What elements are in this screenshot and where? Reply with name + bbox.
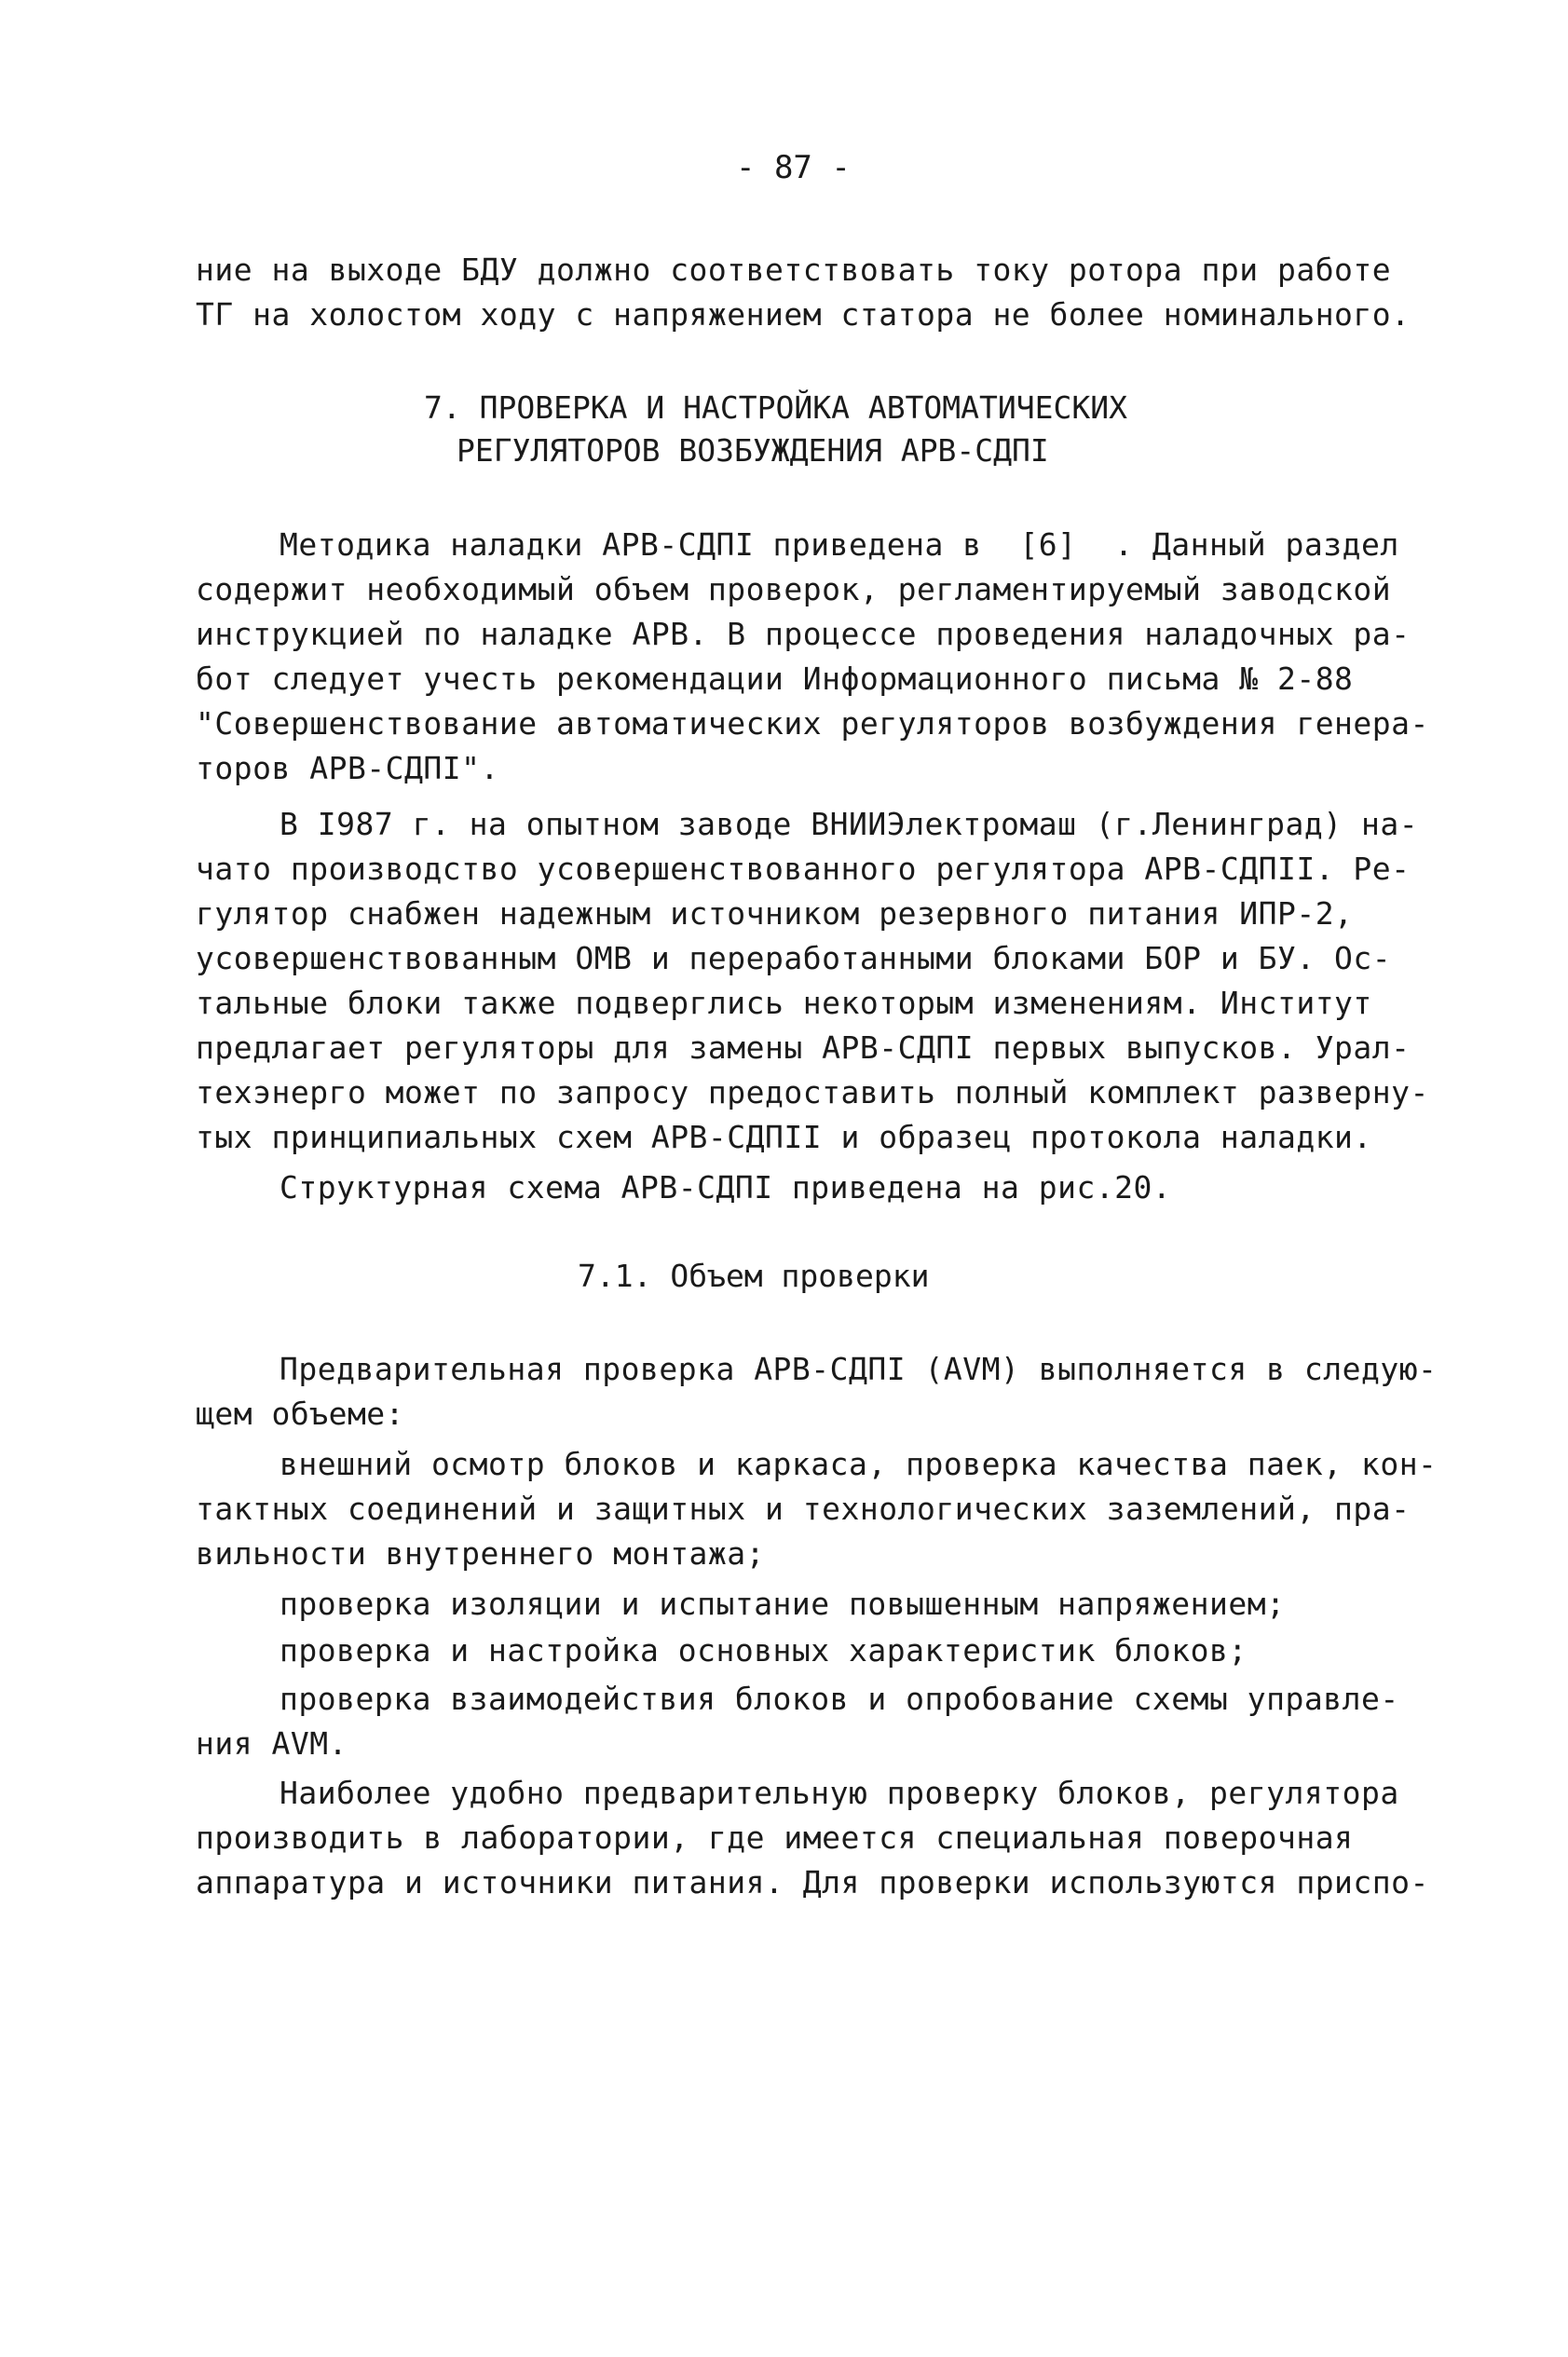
paragraph-line: Структурная схема АРВ-СДПI приведена на рис.20. [280, 1169, 1172, 1206]
paragraph-line: щем объеме: [196, 1396, 405, 1432]
paragraph-line: тых принципиальных схем АРВ-СДПII и образец протокола наладки. [196, 1119, 1372, 1155]
paragraph-line: усовершенствованным ОМВ и переработанными блоками БОР и БУ. Ос- [196, 940, 1392, 976]
paragraph-line: содержит необходимый объем проверок, регламентируемый заводской [196, 571, 1392, 607]
subsection-heading: 7.1. Объем проверки [578, 1258, 930, 1294]
paragraph-line: техэнерго может по запросу предоставить полный комплект разверну- [196, 1074, 1429, 1110]
list-item: проверка и настройка основных характеристик блоков; [280, 1632, 1248, 1669]
paragraph-line: чато производство усовершенствованного регулятора АРВ-СДПII. Ре- [196, 851, 1411, 887]
list-item: ния AVM. [196, 1725, 348, 1762]
list-item: тактных соединений и защитных и технологических заземлений, пра- [196, 1491, 1411, 1527]
list-item: внешний осмотр блоков и каркаса, проверка качества паек, кон- [280, 1446, 1438, 1482]
paragraph-line: торов АРВ-СДПI". [196, 750, 499, 786]
paragraph-line: "Совершенствование автоматических регуляторов возбуждения генера- [196, 705, 1429, 742]
paragraph-line: Наиболее удобно предварительную проверку блоков, регулятора [280, 1775, 1399, 1811]
section-heading: РЕГУЛЯТОРОВ ВОЗБУЖДЕНИЯ АРВ-СДПI [457, 432, 1049, 469]
paragraph-line: тальные блоки также подверглись некоторым изменениям. Институт [196, 985, 1372, 1021]
list-item: проверка взаимодействия блоков и опробование схемы управле- [280, 1681, 1399, 1717]
section-heading: 7. ПРОВЕРКА И НАСТРОЙКА АВТОМАТИЧЕСКИХ [424, 389, 1127, 426]
paragraph-line: В I987 г. на опытном заводе ВНИИЭлектромаш (г.Ленинград) на- [280, 806, 1419, 842]
paragraph-line: Методика наладки АРВ-СДПI приведена в [6] . Данный раздел [280, 526, 1399, 563]
intro-line: ТГ на холостом ходу с напряжением статора не более номинального. [196, 296, 1411, 333]
paragraph-line: производить в лаборатории, где имеется специальная поверочная [196, 1819, 1354, 1856]
paragraph-line: аппаратура и источники питания. Для проверки используются приспо- [196, 1864, 1429, 1901]
paragraph-line: инструкцией по наладке АРВ. В процессе проведения наладочных ра- [196, 616, 1411, 652]
list-item: вильности внутреннего монтажа; [196, 1535, 766, 1572]
paragraph-line: Предварительная проверка АРВ-СДПI (AVM) выполняется в следую- [280, 1351, 1438, 1387]
paragraph-line: предлагает регуляторы для замены АРВ-СДПI первых выпусков. Урал- [196, 1029, 1411, 1066]
paragraph-line: гулятор снабжен надежным источником резервного питания ИПР-2, [196, 895, 1354, 932]
list-item: проверка изоляции и испытание повышенным напряжением; [280, 1586, 1286, 1622]
page-number: - 87 - [736, 149, 851, 186]
intro-line: ние на выходе БДУ должно соответствовать току ротора при работе [196, 252, 1392, 288]
paragraph-line: бот следует учесть рекомендации Информационного письма № 2-88 [196, 661, 1354, 697]
